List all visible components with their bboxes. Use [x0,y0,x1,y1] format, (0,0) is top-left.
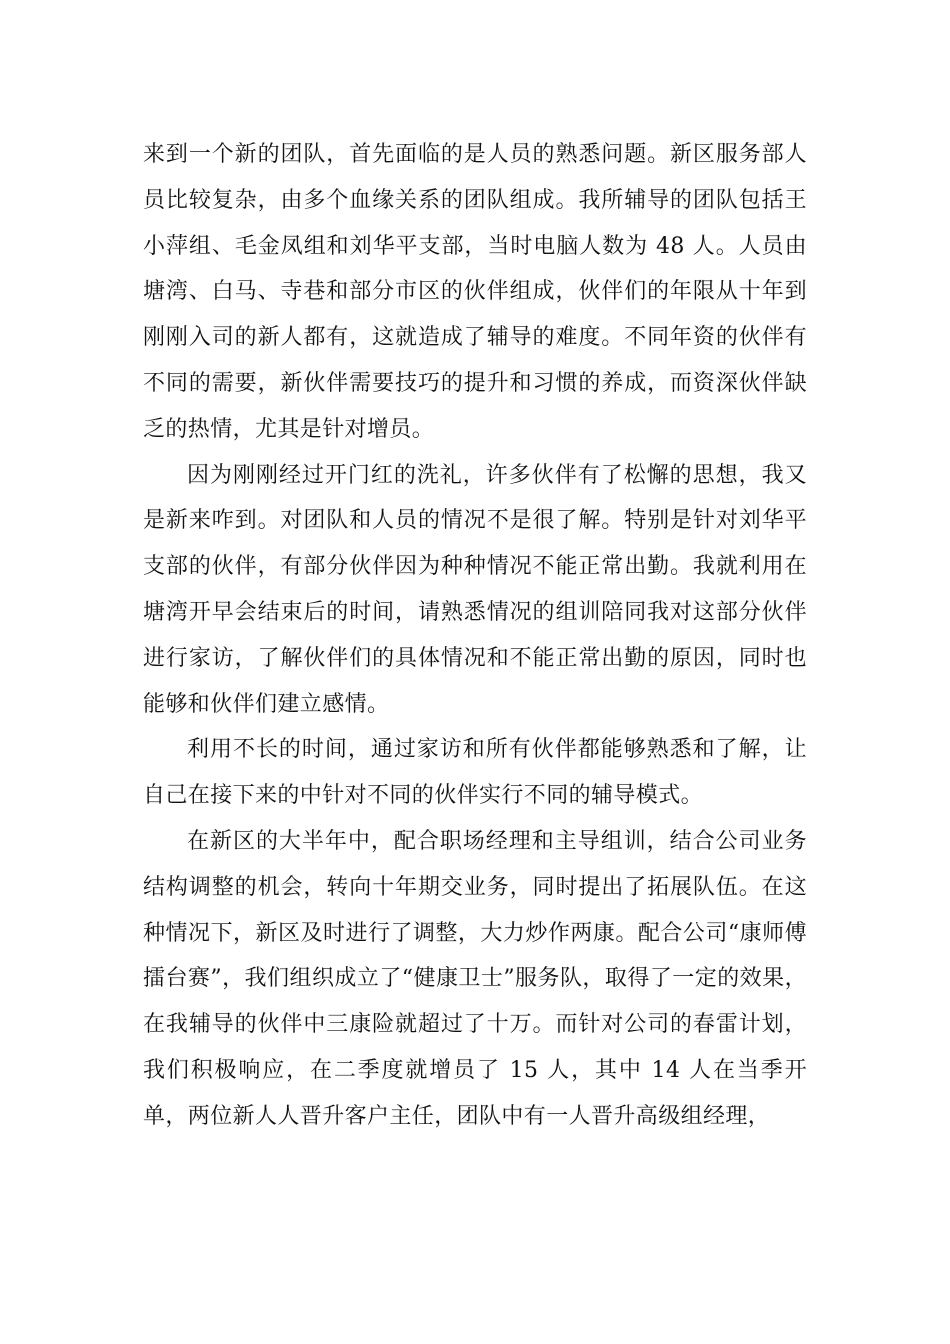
paragraph-4: 在新区的大半年中，配合职场经理和主导组训，结合公司业务结构调整的机会，转向十年期交业务，同时提出了拓展队伍。在这种情况下，新区及时进行了调整，大力炒作两康。配合公司“康师傅擂台赛”，我们组织成立了“健康卫士”服务队，取得了一定的效果，在我辅导的伙伴中三康险就超过了十万。而针对公司的春雷计划，我们积极响应，在二季度就增员了 15 人，其中 14 人在当季开单，两位新人人晋升客户主任，团队中有一人晋升高级组经理， [143,828,807,1129]
document-page [143,132,807,1140]
paragraph-2: 因为刚刚经过开门红的洗礼，许多伙伴有了松懈的思想，我又是新来咋到。对团队和人员的情况不是很了解。特别是针对刘华平支部的伙伴，有部分伙伴因为种种情况不能正常出勤。我就利用在塘湾开早会结束后的时间，请熟悉情况的组训陪同我对这部分伙伴进行家访，了解伙伴们的具体情况和不能正常出勤的原因，同时也能够和伙伴们建立感情。 [143,462,807,717]
paragraph-3: 利用不长的时间，通过家访和所有伙伴都能够熟悉和了解，让自己在接下来的中针对不同的伙伴实行不同的辅导模式。 [143,737,807,809]
paragraph-1: 来到一个新的团队，首先面临的是人员的熟悉问题。新区服务部人员比较复杂，由多个血缘关系的团队组成。我所辅导的团队包括王小萍组、毛金凤组和刘华平支部，当时电脑人数为 48 人。人员由塘湾、白马、寺巷和部分市区的伙伴组成，伙伴们的年限从十年到刚刚入司的新人都有，这就造成了辅导的难度。不同年资的伙伴有不同的需要，新伙伴需要技巧的提升和习惯的养成，而资深伙伴缺乏的热情，尤其是针对增员。 [143,142,807,442]
